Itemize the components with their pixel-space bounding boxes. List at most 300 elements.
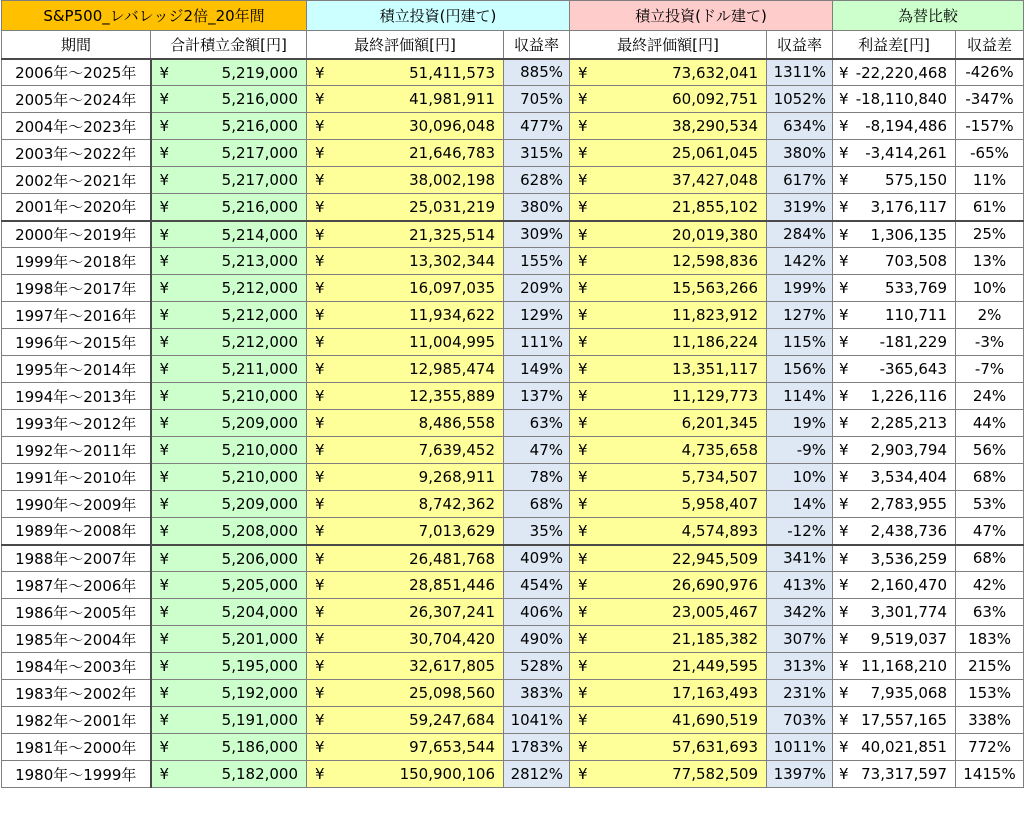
- diff-cell-amount: 11,168,210: [861, 657, 948, 675]
- diff-cell: [833, 464, 956, 491]
- jpy-value-cell: [307, 599, 504, 626]
- diff-cell: [833, 707, 956, 734]
- jpy-rate-cell: 885%: [504, 59, 570, 86]
- yen-symbol: ¥: [578, 468, 588, 486]
- yen-symbol: ¥: [159, 495, 170, 513]
- usd-value-cell-amount: 4,574,893: [681, 522, 759, 540]
- period-cell: 1980年～1999年: [2, 761, 151, 788]
- yen-symbol: ¥: [839, 711, 849, 729]
- table-row: [2, 194, 1024, 221]
- total-cell: [151, 653, 307, 680]
- usd-rate-cell: 19%: [767, 410, 833, 437]
- yen-symbol: ¥: [578, 657, 588, 675]
- usd-value-cell: [570, 275, 767, 302]
- jpy-value-cell-amount: 51,411,573: [409, 63, 496, 82]
- period-cell: 1991年～2010年: [2, 464, 151, 491]
- jpy-rate-cell: 137%: [504, 383, 570, 410]
- yen-symbol: ¥: [839, 117, 849, 135]
- jpy-value-cell: [307, 356, 504, 383]
- jpy-value-cell: [307, 734, 504, 761]
- yen-symbol: ¥: [315, 765, 325, 783]
- table-row: [2, 518, 1024, 545]
- yen-symbol: ¥: [578, 306, 588, 324]
- yen-symbol: ¥: [578, 63, 588, 82]
- jpy-value-cell-amount: 13,302,344: [409, 252, 496, 270]
- yen-symbol: ¥: [159, 117, 170, 135]
- total-cell-amount: 5,217,000: [221, 144, 299, 162]
- diff-cell-amount: -3,414,261: [865, 144, 948, 162]
- usd-value-cell: [570, 194, 767, 221]
- jpy-value-cell-amount: 30,096,048: [409, 117, 496, 135]
- jpy-value-cell: [307, 194, 504, 221]
- usd-value-cell-amount: 11,186,224: [672, 333, 759, 351]
- jpy-value-cell: [307, 518, 504, 545]
- yen-symbol: ¥: [839, 360, 849, 378]
- jpy-rate-cell: 35%: [504, 518, 570, 545]
- diff-cell: [833, 626, 956, 653]
- jpy-value-cell: [307, 383, 504, 410]
- total-cell-amount: 5,212,000: [221, 279, 299, 297]
- jpy-value-cell: [307, 464, 504, 491]
- yen-symbol: ¥: [159, 144, 170, 162]
- jpy-value-cell: [307, 113, 504, 140]
- yen-symbol: ¥: [839, 90, 849, 108]
- jpy-value-cell: [307, 626, 504, 653]
- usd-rate-cell: -9%: [767, 437, 833, 464]
- yen-symbol: ¥: [315, 414, 325, 432]
- yen-symbol: ¥: [578, 252, 588, 270]
- jpy-value-cell: [307, 221, 504, 248]
- diff-cell: [833, 59, 956, 86]
- yen-symbol: ¥: [839, 63, 849, 82]
- table-row: [2, 59, 1024, 86]
- diff-cell-amount: 1,226,116: [870, 387, 948, 405]
- usd-rate-cell: 1397%: [767, 761, 833, 788]
- yen-symbol: ¥: [315, 306, 325, 324]
- yen-symbol: ¥: [159, 63, 170, 82]
- yen-symbol: ¥: [159, 360, 170, 378]
- total-cell: [151, 302, 307, 329]
- usd-value-cell: [570, 707, 767, 734]
- table-row: [2, 410, 1024, 437]
- diff-cell: [833, 275, 956, 302]
- diff-rate-cell: -426%: [956, 59, 1024, 86]
- diff-cell: [833, 356, 956, 383]
- total-cell-amount: 5,216,000: [221, 90, 299, 108]
- yen-symbol: ¥: [839, 441, 849, 459]
- jpy-value-cell: [307, 761, 504, 788]
- period-cell: 1985年～2004年: [2, 626, 151, 653]
- diff-cell-amount: 2,160,470: [870, 576, 948, 594]
- total-cell: [151, 86, 307, 113]
- yen-symbol: ¥: [159, 225, 170, 244]
- jpy-rate-cell: 155%: [504, 248, 570, 275]
- diff-rate-cell: 2%: [956, 302, 1024, 329]
- yen-symbol: ¥: [159, 387, 170, 405]
- diff-cell: [833, 680, 956, 707]
- yen-symbol: ¥: [159, 414, 170, 432]
- yen-symbol: ¥: [159, 657, 170, 675]
- jpy-rate-cell: 209%: [504, 275, 570, 302]
- yen-symbol: ¥: [578, 225, 588, 244]
- usd-value-cell-amount: 11,129,773: [672, 387, 759, 405]
- diff-rate-cell: 24%: [956, 383, 1024, 410]
- jpy-rate-cell: 409%: [504, 545, 570, 572]
- yen-symbol: ¥: [315, 117, 325, 135]
- usd-value-cell: [570, 248, 767, 275]
- total-cell-amount: 5,219,000: [221, 63, 299, 82]
- total-cell-amount: 5,212,000: [221, 306, 299, 324]
- period-cell: 1999年～2018年: [2, 248, 151, 275]
- table-row: [2, 599, 1024, 626]
- yen-symbol: ¥: [839, 468, 849, 486]
- total-cell-amount: 5,182,000: [221, 765, 299, 783]
- total-cell: [151, 599, 307, 626]
- yen-symbol: ¥: [315, 63, 325, 82]
- jpy-rate-cell: 454%: [504, 572, 570, 599]
- usd-value-cell-amount: 17,163,493: [672, 684, 759, 702]
- yen-symbol: ¥: [839, 522, 849, 540]
- diff-cell: [833, 86, 956, 113]
- total-cell: [151, 59, 307, 86]
- usd-rate-cell: 115%: [767, 329, 833, 356]
- diff-rate-cell: 63%: [956, 599, 1024, 626]
- jpy-value-cell-amount: 12,985,474: [409, 360, 496, 378]
- diff-cell-amount: 3,176,117: [870, 198, 948, 216]
- yen-symbol: ¥: [315, 360, 325, 378]
- col-header-jpy-value: 最終評価額[円]: [307, 31, 504, 59]
- diff-cell-amount: 575,150: [884, 171, 948, 189]
- col-header-period: 期間: [2, 31, 151, 59]
- usd-value-cell: [570, 86, 767, 113]
- table-body: [2, 59, 1024, 788]
- diff-rate-cell: 44%: [956, 410, 1024, 437]
- diff-rate-cell: -157%: [956, 113, 1024, 140]
- period-cell: 1994年～2013年: [2, 383, 151, 410]
- period-cell: 1995年～2014年: [2, 356, 151, 383]
- jpy-value-cell-amount: 26,481,768: [409, 549, 496, 568]
- usd-value-cell-amount: 41,690,519: [672, 711, 759, 729]
- usd-rate-cell: -12%: [767, 518, 833, 545]
- diff-rate-cell: -3%: [956, 329, 1024, 356]
- total-cell: [151, 545, 307, 572]
- col-header-usd-value: 最終評価額[円]: [570, 31, 767, 59]
- yen-symbol: ¥: [315, 441, 325, 459]
- diff-cell-amount: 17,557,165: [861, 711, 948, 729]
- jpy-rate-cell: 68%: [504, 491, 570, 518]
- usd-value-cell-amount: 20,019,380: [672, 225, 759, 244]
- yen-symbol: ¥: [315, 144, 325, 162]
- total-cell-amount: 5,214,000: [221, 225, 299, 244]
- usd-rate-cell: 1052%: [767, 86, 833, 113]
- total-cell: [151, 734, 307, 761]
- usd-value-cell: [570, 491, 767, 518]
- diff-rate-cell: 10%: [956, 275, 1024, 302]
- total-cell-amount: 5,216,000: [221, 198, 299, 216]
- usd-value-cell-amount: 26,690,976: [672, 576, 759, 594]
- jpy-value-cell-amount: 97,653,544: [409, 738, 496, 756]
- yen-symbol: ¥: [315, 630, 325, 648]
- jpy-value-cell-amount: 8,486,558: [418, 414, 496, 432]
- yen-symbol: ¥: [159, 765, 170, 783]
- diff-cell-amount: 9,519,037: [870, 630, 948, 648]
- jpy-value-cell: [307, 302, 504, 329]
- diff-cell-amount: 7,935,068: [870, 684, 948, 702]
- total-cell: [151, 140, 307, 167]
- table-row: [2, 302, 1024, 329]
- yen-symbol: ¥: [839, 576, 849, 594]
- usd-rate-cell: 199%: [767, 275, 833, 302]
- table-title: S&P500_レバレッジ2倍_20年間: [2, 1, 307, 31]
- yen-symbol: ¥: [315, 495, 325, 513]
- diff-rate-cell: 215%: [956, 653, 1024, 680]
- diff-cell-amount: 2,783,955: [870, 495, 948, 513]
- yen-symbol: ¥: [159, 279, 170, 297]
- yen-symbol: ¥: [159, 468, 170, 486]
- usd-value-cell: [570, 653, 767, 680]
- usd-rate-cell: 342%: [767, 599, 833, 626]
- yen-symbol: ¥: [839, 684, 849, 702]
- diff-cell: [833, 437, 956, 464]
- diff-rate-cell: -65%: [956, 140, 1024, 167]
- total-cell-amount: 5,191,000: [221, 711, 299, 729]
- diff-rate-cell: 56%: [956, 437, 1024, 464]
- yen-symbol: ¥: [315, 711, 325, 729]
- usd-value-cell-amount: 15,563,266: [672, 279, 759, 297]
- diff-rate-cell: 47%: [956, 518, 1024, 545]
- yen-symbol: ¥: [839, 549, 849, 568]
- yen-symbol: ¥: [315, 576, 325, 594]
- usd-value-cell: [570, 464, 767, 491]
- period-cell: 2002年～2021年: [2, 167, 151, 194]
- usd-rate-cell: 634%: [767, 113, 833, 140]
- diff-cell: [833, 140, 956, 167]
- jpy-rate-cell: 383%: [504, 680, 570, 707]
- yen-symbol: ¥: [839, 333, 849, 351]
- total-cell-amount: 5,201,000: [221, 630, 299, 648]
- jpy-value-cell: [307, 491, 504, 518]
- total-cell: [151, 518, 307, 545]
- table-row: [2, 491, 1024, 518]
- period-cell: 2006年～2025年: [2, 59, 151, 86]
- diff-cell-amount: 533,769: [884, 279, 948, 297]
- yen-symbol: ¥: [578, 387, 588, 405]
- diff-rate-cell: 13%: [956, 248, 1024, 275]
- total-cell: [151, 761, 307, 788]
- jpy-value-cell-amount: 8,742,362: [418, 495, 496, 513]
- usd-value-cell: [570, 545, 767, 572]
- yen-symbol: ¥: [578, 360, 588, 378]
- table-row: [2, 572, 1024, 599]
- table-row: [2, 383, 1024, 410]
- table-row: [2, 707, 1024, 734]
- total-cell-amount: 5,205,000: [221, 576, 299, 594]
- jpy-rate-cell: 78%: [504, 464, 570, 491]
- jpy-value-cell-amount: 11,004,995: [409, 333, 496, 351]
- jpy-value-cell: [307, 140, 504, 167]
- diff-cell: [833, 113, 956, 140]
- diff-cell-amount: 2,285,213: [870, 414, 948, 432]
- diff-cell-amount: 703,508: [884, 252, 948, 270]
- yen-symbol: ¥: [159, 576, 170, 594]
- yen-symbol: ¥: [159, 171, 170, 189]
- usd-rate-cell: 1311%: [767, 59, 833, 86]
- usd-value-cell: [570, 680, 767, 707]
- usd-value-cell: [570, 221, 767, 248]
- yen-symbol: ¥: [839, 225, 849, 244]
- total-cell: [151, 356, 307, 383]
- jpy-value-cell-amount: 25,031,219: [409, 198, 496, 216]
- yen-symbol: ¥: [159, 306, 170, 324]
- jpy-rate-cell: 1783%: [504, 734, 570, 761]
- jpy-value-cell-amount: 7,639,452: [418, 441, 496, 459]
- diff-cell-amount: -8,194,486: [865, 117, 948, 135]
- table-row: [2, 140, 1024, 167]
- jpy-value-cell: [307, 572, 504, 599]
- group-header-fx: 為替比較: [833, 1, 1024, 31]
- jpy-rate-cell: 1041%: [504, 707, 570, 734]
- yen-symbol: ¥: [159, 549, 170, 568]
- diff-cell: [833, 761, 956, 788]
- diff-rate-cell: 42%: [956, 572, 1024, 599]
- yen-symbol: ¥: [578, 414, 588, 432]
- table-row: [2, 221, 1024, 248]
- yen-symbol: ¥: [578, 630, 588, 648]
- jpy-value-cell: [307, 545, 504, 572]
- period-cell: 1987年～2006年: [2, 572, 151, 599]
- total-cell-amount: 5,209,000: [221, 414, 299, 432]
- diff-cell-amount: 3,534,404: [870, 468, 948, 486]
- total-cell: [151, 491, 307, 518]
- yen-symbol: ¥: [578, 117, 588, 135]
- diff-cell: [833, 491, 956, 518]
- total-cell: [151, 167, 307, 194]
- yen-symbol: ¥: [159, 630, 170, 648]
- usd-value-cell: [570, 410, 767, 437]
- jpy-rate-cell: 309%: [504, 221, 570, 248]
- yen-symbol: ¥: [159, 90, 170, 108]
- period-cell: 2003年～2022年: [2, 140, 151, 167]
- jpy-value-cell-amount: 16,097,035: [409, 279, 496, 297]
- period-cell: 2000年～2019年: [2, 221, 151, 248]
- diff-cell: [833, 545, 956, 572]
- total-cell: [151, 248, 307, 275]
- diff-cell-amount: 110,711: [884, 306, 948, 324]
- yen-symbol: ¥: [159, 252, 170, 270]
- col-header-usd-rate: 収益率: [767, 31, 833, 59]
- usd-value-cell-amount: 6,201,345: [681, 414, 759, 432]
- usd-value-cell: [570, 626, 767, 653]
- yen-symbol: ¥: [159, 684, 170, 702]
- yen-symbol: ¥: [315, 684, 325, 702]
- total-cell: [151, 329, 307, 356]
- yen-symbol: ¥: [578, 495, 588, 513]
- group-header-jpy: 積立投資(円建て): [307, 1, 570, 31]
- jpy-rate-cell: 2812%: [504, 761, 570, 788]
- yen-symbol: ¥: [315, 603, 325, 621]
- total-cell-amount: 5,210,000: [221, 468, 299, 486]
- yen-symbol: ¥: [159, 198, 170, 216]
- diff-cell: [833, 248, 956, 275]
- col-header-diff-rate: 収益差: [956, 31, 1024, 59]
- usd-value-cell-amount: 12,598,836: [672, 252, 759, 270]
- table-row: [2, 248, 1024, 275]
- diff-rate-cell: 68%: [956, 464, 1024, 491]
- usd-value-cell-amount: 57,631,693: [672, 738, 759, 756]
- diff-rate-cell: 53%: [956, 491, 1024, 518]
- total-cell: [151, 383, 307, 410]
- yen-symbol: ¥: [578, 549, 588, 568]
- usd-rate-cell: 313%: [767, 653, 833, 680]
- yen-symbol: ¥: [839, 630, 849, 648]
- jpy-rate-cell: 380%: [504, 194, 570, 221]
- usd-value-cell-amount: 21,449,595: [672, 657, 759, 675]
- yen-symbol: ¥: [578, 603, 588, 621]
- col-header-jpy-rate: 収益率: [504, 31, 570, 59]
- yen-symbol: ¥: [159, 738, 170, 756]
- diff-rate-cell: 1415%: [956, 761, 1024, 788]
- jpy-value-cell-amount: 150,900,106: [399, 765, 496, 783]
- total-cell: [151, 626, 307, 653]
- jpy-rate-cell: 477%: [504, 113, 570, 140]
- yen-symbol: ¥: [839, 414, 849, 432]
- period-cell: 1990年～2009年: [2, 491, 151, 518]
- jpy-rate-cell: 705%: [504, 86, 570, 113]
- yen-symbol: ¥: [839, 279, 849, 297]
- usd-rate-cell: 142%: [767, 248, 833, 275]
- diff-cell: [833, 734, 956, 761]
- table-row: [2, 680, 1024, 707]
- jpy-value-cell: [307, 680, 504, 707]
- period-cell: 1982年～2001年: [2, 707, 151, 734]
- table-row: [2, 653, 1024, 680]
- total-cell-amount: 5,216,000: [221, 117, 299, 135]
- period-cell: 2004年～2023年: [2, 113, 151, 140]
- yen-symbol: ¥: [578, 522, 588, 540]
- usd-value-cell-amount: 5,734,507: [681, 468, 759, 486]
- yen-symbol: ¥: [315, 657, 325, 675]
- yen-symbol: ¥: [315, 225, 325, 244]
- usd-value-cell-amount: 21,855,102: [672, 198, 759, 216]
- yen-symbol: ¥: [578, 684, 588, 702]
- usd-value-cell-amount: 21,185,382: [672, 630, 759, 648]
- diff-cell: [833, 167, 956, 194]
- jpy-rate-cell: 111%: [504, 329, 570, 356]
- usd-value-cell-amount: 60,092,751: [672, 90, 759, 108]
- table-row: [2, 437, 1024, 464]
- usd-value-cell: [570, 518, 767, 545]
- diff-cell: [833, 410, 956, 437]
- jpy-value-cell-amount: 26,307,241: [409, 603, 496, 621]
- yen-symbol: ¥: [578, 711, 588, 729]
- period-cell: 1986年～2005年: [2, 599, 151, 626]
- diff-cell-amount: 3,536,259: [870, 549, 948, 568]
- usd-rate-cell: 703%: [767, 707, 833, 734]
- period-cell: 1998年～2017年: [2, 275, 151, 302]
- yen-symbol: ¥: [578, 144, 588, 162]
- diff-rate-cell: 338%: [956, 707, 1024, 734]
- table-row: [2, 545, 1024, 572]
- total-cell: [151, 680, 307, 707]
- diff-cell: [833, 572, 956, 599]
- jpy-value-cell-amount: 12,355,889: [409, 387, 496, 405]
- yen-symbol: ¥: [839, 765, 849, 783]
- diff-cell-amount: 1,306,135: [870, 225, 948, 244]
- total-cell-amount: 5,213,000: [221, 252, 299, 270]
- yen-symbol: ¥: [159, 441, 170, 459]
- usd-value-cell: [570, 167, 767, 194]
- jpy-value-cell-amount: 41,981,911: [409, 90, 496, 108]
